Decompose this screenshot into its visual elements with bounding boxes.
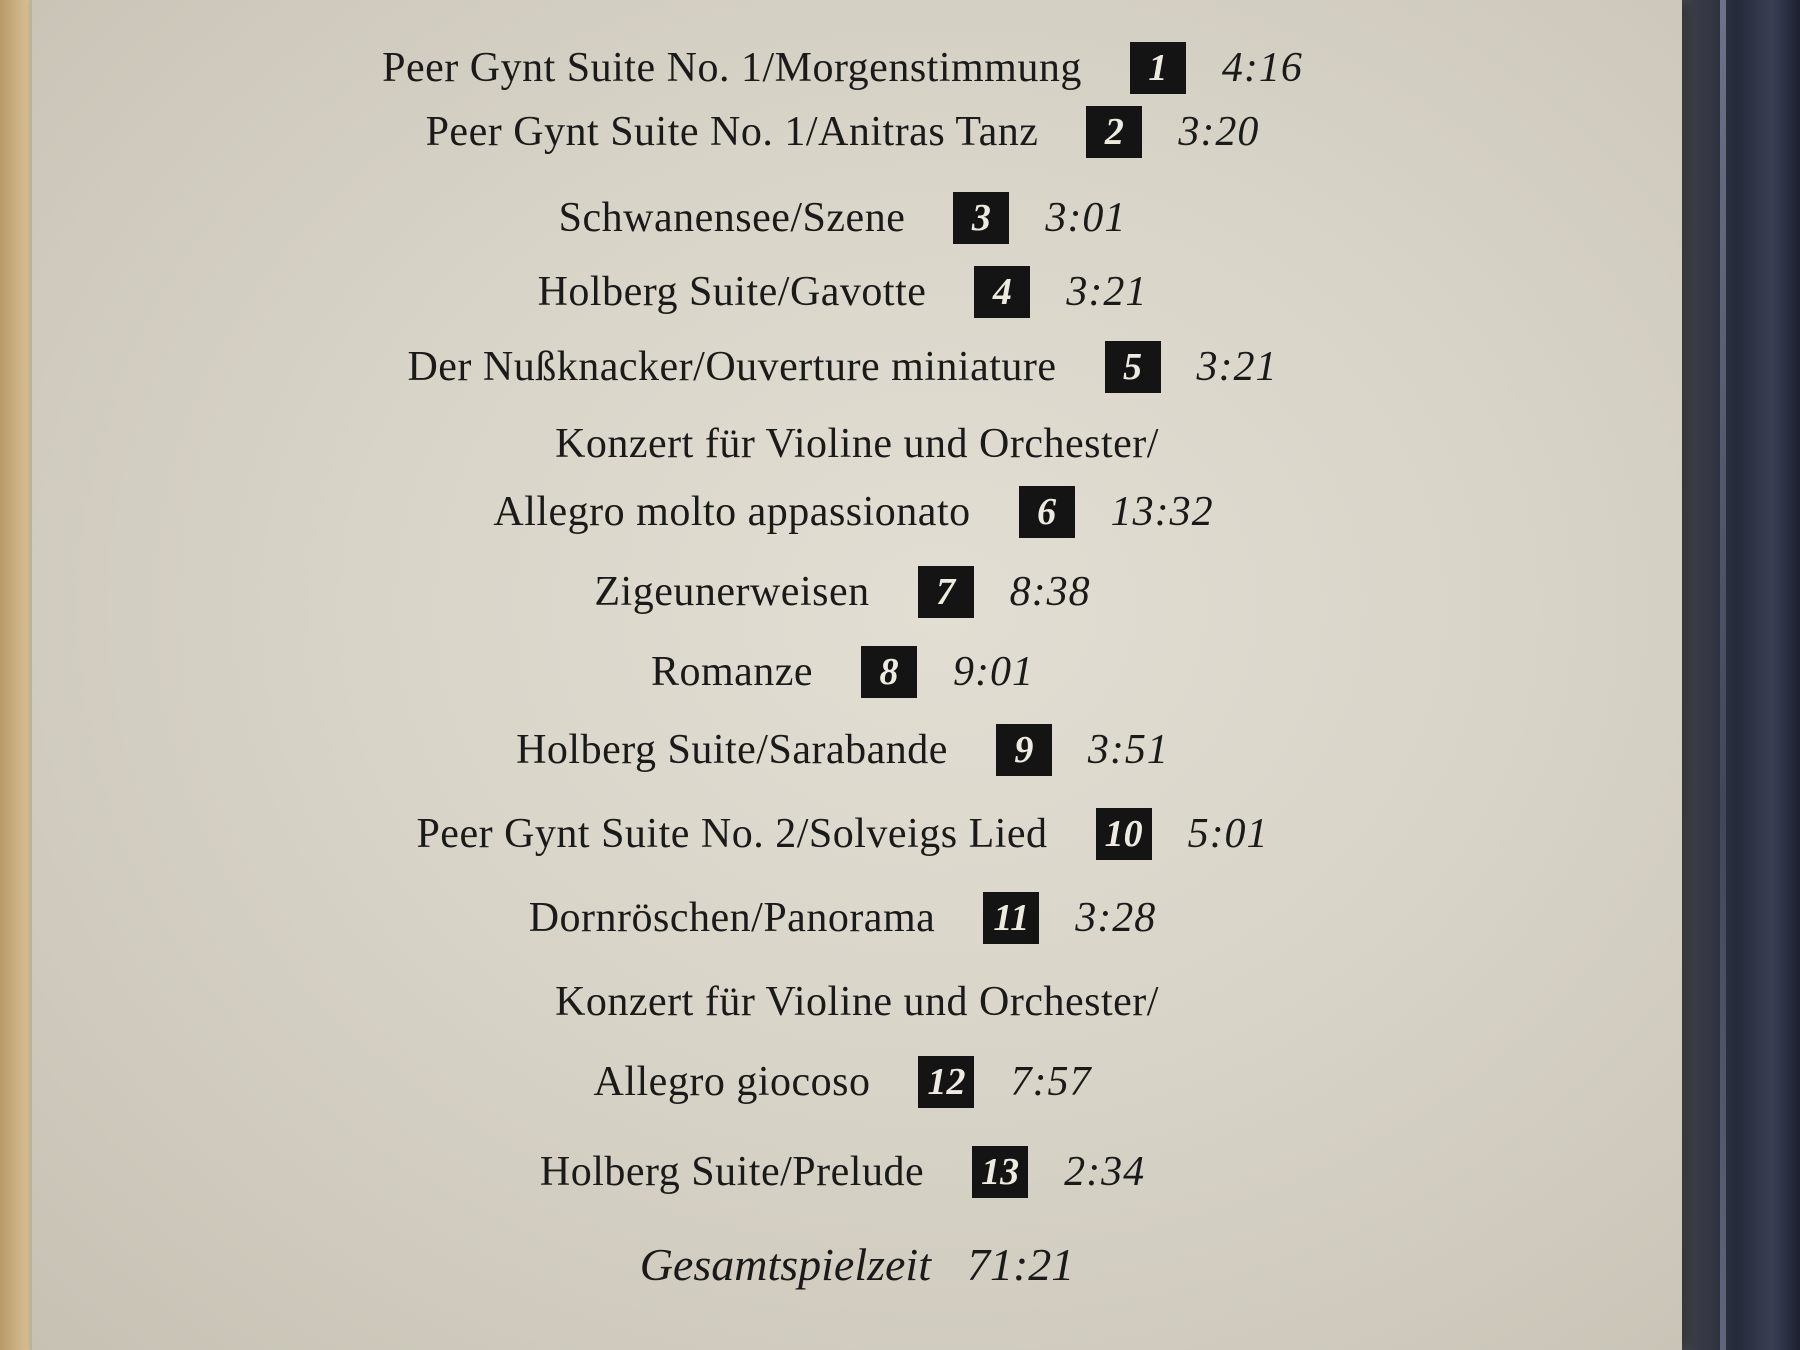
total-playtime-label: Gesamtspielzeit [639, 1239, 931, 1290]
track-number-badge: 8 [861, 646, 917, 698]
track-title: Holberg Suite/Gavotte [537, 269, 927, 315]
track-title: Holberg Suite/Prelude [539, 1149, 925, 1195]
track-number-badge: 10 [1096, 808, 1152, 860]
track-title: Allegro molto appassionato [493, 489, 971, 535]
track-number-badge: 12 [918, 1056, 974, 1108]
track-number-badge: 3 [953, 192, 1009, 244]
track-row-9 [32, 724, 1682, 776]
track-title: Peer Gynt Suite No. 1/Anitras Tanz [425, 109, 1039, 155]
track-row-2 [32, 106, 1682, 158]
track-number-badge: 5 [1105, 341, 1161, 393]
track-work-title: Konzert für Violine und Orchester/ [555, 421, 1159, 467]
track-row-12 [32, 1056, 1682, 1108]
track-row-12-heading [32, 978, 1682, 1026]
track-title: Schwanensee/Szene [558, 195, 906, 241]
track-title: Romanze [650, 649, 814, 695]
track-title: Allegro giocoso [593, 1059, 871, 1105]
track-duration: 9:01 [953, 649, 1035, 695]
track-row-1 [32, 42, 1682, 94]
track-duration: 2:34 [1064, 1149, 1146, 1195]
track-duration: 3:51 [1087, 727, 1169, 773]
total-playtime-value: 71:21 [966, 1239, 1075, 1290]
track-number-badge: 2 [1086, 106, 1142, 158]
track-title: Holberg Suite/Sarabande [516, 727, 948, 773]
track-duration: 3:01 [1045, 195, 1127, 241]
track-number-badge: 13 [972, 1146, 1028, 1198]
total-playtime-row [32, 1238, 1682, 1291]
track-duration: 4:16 [1221, 45, 1303, 91]
track-title: Zigeunerweisen [594, 569, 870, 615]
track-row-13 [32, 1146, 1682, 1198]
track-number-badge: 6 [1019, 486, 1075, 538]
track-number-badge: 11 [983, 892, 1039, 944]
track-row-6-heading [32, 420, 1682, 468]
track-title: Der Nußknacker/Ouverture miniature [407, 344, 1057, 390]
track-row-5 [32, 341, 1682, 393]
track-duration: 8:38 [1009, 569, 1091, 615]
track-duration: 3:28 [1075, 895, 1157, 941]
track-row-4 [32, 266, 1682, 318]
track-row-7 [32, 566, 1682, 618]
booklet-page [30, 0, 1682, 1350]
track-duration: 3:21 [1196, 344, 1278, 390]
track-row-8 [32, 646, 1682, 698]
track-title: Dornröschen/Panorama [528, 895, 936, 941]
track-title: Peer Gynt Suite No. 2/Solveigs Lied [416, 811, 1048, 857]
track-row-10 [32, 808, 1682, 860]
track-row-6 [32, 486, 1682, 538]
track-duration: 7:57 [1010, 1059, 1092, 1105]
track-work-title: Konzert für Violine und Orchester/ [555, 979, 1159, 1025]
track-number-badge: 4 [974, 266, 1030, 318]
track-duration: 3:21 [1066, 269, 1148, 315]
track-duration: 5:01 [1187, 811, 1269, 857]
track-duration: 3:20 [1178, 109, 1260, 155]
track-number-badge: 9 [996, 724, 1052, 776]
track-row-11 [32, 892, 1682, 944]
track-list [32, 0, 1682, 1350]
track-number-badge: 1 [1130, 42, 1186, 94]
track-row-3 [32, 192, 1682, 244]
track-duration: 13:32 [1110, 489, 1214, 535]
track-number-badge: 7 [918, 566, 974, 618]
track-title: Peer Gynt Suite No. 1/Morgenstimmung [382, 45, 1082, 91]
